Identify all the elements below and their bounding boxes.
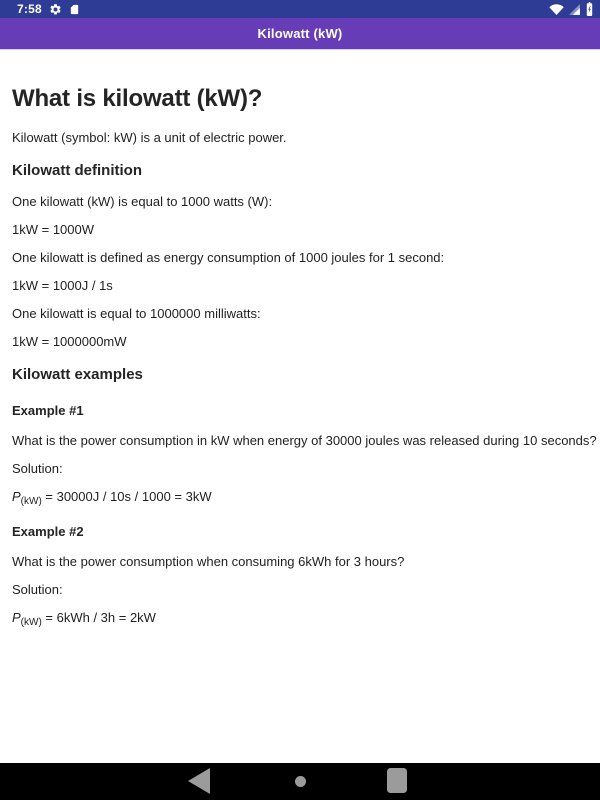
example-2-formula — [12, 610, 588, 626]
battery-charging-icon — [585, 2, 594, 16]
cell-signal-icon — [568, 4, 581, 15]
article-content[interactable] — [0, 50, 600, 763]
example-2-question: What is the power consumption when consuming 6kWh for 3 hours? — [12, 554, 405, 569]
definition-paragraph: One kilowatt is defined as energy consumption of 1000 joules for 1 second: — [12, 250, 445, 265]
examples-heading: Kilowatt examples — [12, 366, 143, 383]
definition-formula: 1kW = 1000W — [12, 222, 95, 237]
intro-paragraph: Kilowatt (symbol: kW) is a unit of electric power. — [12, 130, 287, 145]
status-bar-right — [549, 2, 594, 16]
page-title: What is kilowatt (kW)? — [12, 85, 263, 112]
status-bar-left — [17, 0, 80, 18]
example-1-title: Example #1 — [12, 403, 84, 418]
formula-variable: P — [12, 610, 21, 625]
status-bar[interactable] — [0, 0, 600, 18]
wifi-icon — [549, 3, 564, 15]
home-icon[interactable] — [295, 776, 306, 787]
app-bar-title: Kilowatt (kW) — [257, 26, 343, 41]
settings-icon — [49, 3, 62, 16]
formula-variable: P — [12, 489, 21, 504]
recents-icon[interactable] — [387, 768, 407, 793]
definition-formula: 1kW = 1000J / 1s — [12, 278, 113, 293]
example-2-title: Example #2 — [12, 524, 84, 539]
sd-card-icon — [69, 3, 80, 16]
definition-formula: 1kW = 1000000mW — [12, 334, 127, 349]
definition-heading: Kilowatt definition — [12, 162, 142, 179]
example-1-question: What is the power consumption in kW when energy of 30000 joules was released during 10 seconds? — [12, 433, 597, 448]
navigation-bar — [0, 763, 600, 800]
app-bar — [0, 18, 600, 50]
formula-subscript: (kW) — [20, 496, 42, 507]
formula-expression: = 30000J / 10s / 1000 = 3kW — [41, 489, 212, 504]
example-1-solution-label: Solution: — [12, 461, 63, 476]
definition-paragraph: One kilowatt (kW) is equal to 1000 watts (W): — [12, 194, 273, 209]
clock: 7:58 — [17, 2, 42, 16]
formula-subscript: (kW) — [20, 617, 42, 628]
example-2-solution-label: Solution: — [12, 582, 63, 597]
definition-paragraph: One kilowatt is equal to 1000000 milliwatts: — [12, 306, 261, 321]
formula-expression: = 6kWh / 3h = 2kW — [41, 610, 156, 625]
example-1-formula — [12, 489, 588, 505]
back-icon[interactable] — [188, 768, 210, 794]
